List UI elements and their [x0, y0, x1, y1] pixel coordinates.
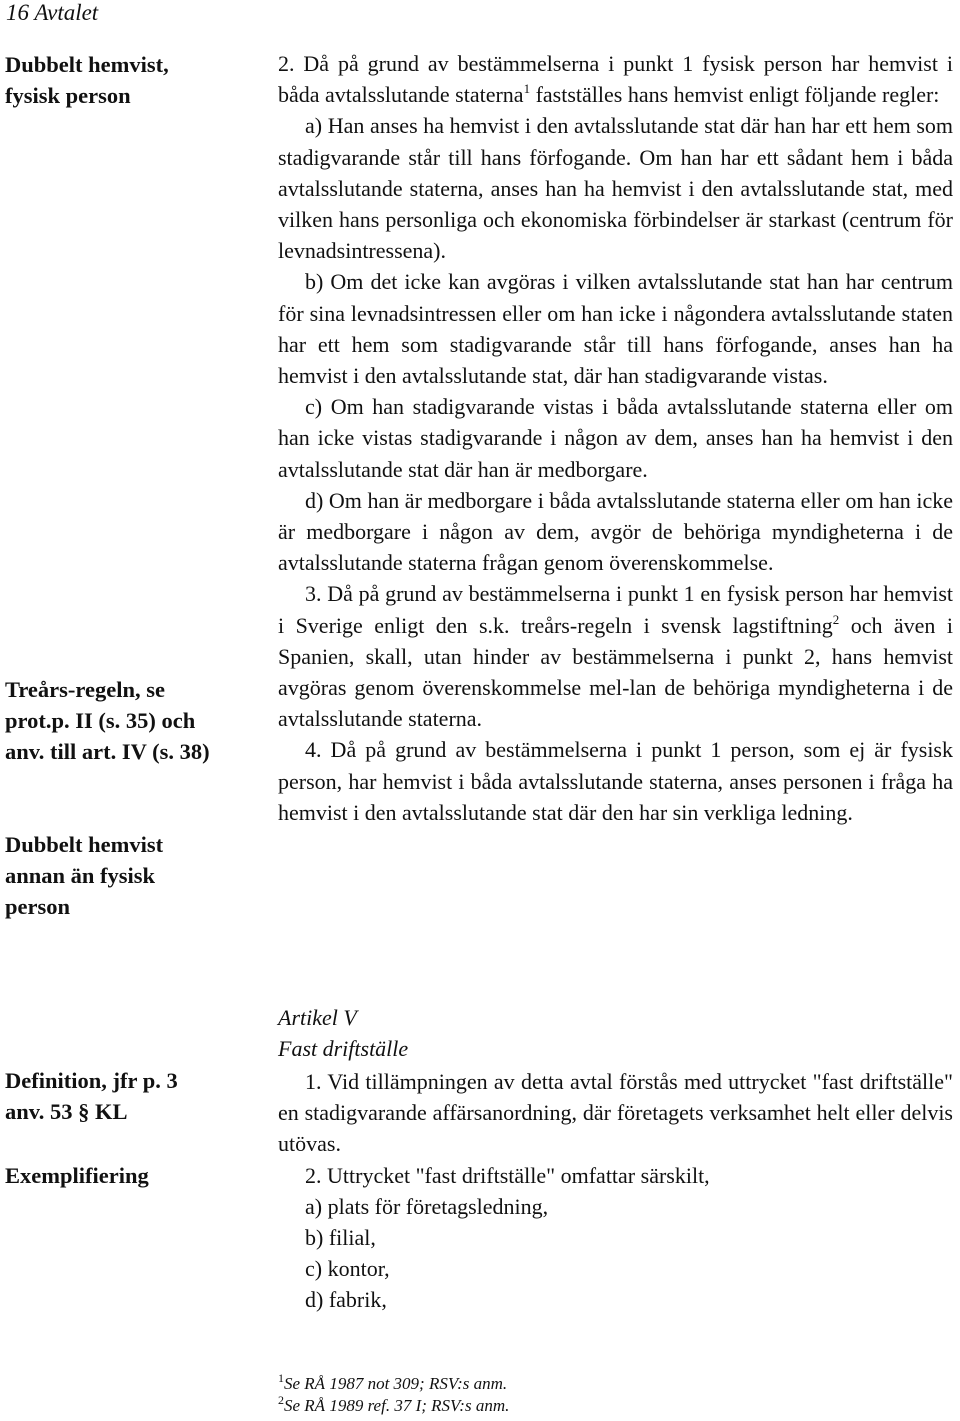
paragraph-4: 4. Då på grund av bestämmelserna i punkt 1 person, som ej är fysisk person, har hemvist i båda avtalsslutande staterna, anses personen i fråga ha hemvist i den avtalsslutande stat där den har sin verkliga ledning.	[278, 737, 953, 825]
margin-note-three-year-rule: Treårs-regeln, se prot.p. II (s. 35) och anv. till art. IV (s. 38)	[5, 677, 210, 764]
article-text	[278, 1066, 953, 1316]
footnote-1: $^1$Se RÅ 1987 not 309; RSV:s anm.	[278, 1371, 508, 1393]
paragraph-2: 2. Då på grund av bestämmelserna i punkt 1 fysisk person har hemvist i båda avtalsslutande staterna$^1$ fastställes hans hemvist enligt följande regler:	[278, 51, 953, 108]
paragraph-2d: d) Om han är medborgare i båda avtalsslutande staterna eller om han icke är medborgare i någon av dem, avgör de behöriga myndigheterna i de avtalsslutande staterna frågan genom överenskommelse.	[278, 487, 953, 576]
paragraph-2a: a) Han anses ha hemvist i den avtalsslutande stat där han har ett hem som stadigvarande står till hans förfogande. Om han har ett sådant hem i båda avtalsslutande staterna, anses han ha hemvist i den avtalsslutande stat, med vilken hans personliga och ekonomiska förbindelser är starkast (centrum för levnadsintressena).	[278, 113, 953, 264]
list-item: d) fabrik,	[305, 1287, 387, 1313]
main-text	[278, 48, 953, 828]
list-item: b) filial,	[305, 1225, 376, 1251]
article-title: Fast driftställe	[278, 1036, 409, 1061]
paragraph-2c: c) Om han stadigvarande vistas i båda avtalsslutande staterna eller om han icke vistas stadigvarande i någon av dem, anses han ha hemvist i den avtalsslutande stat där han är medborgare.	[278, 394, 953, 482]
margin-note-dual-residence: Dubbelt hemvist, fysisk person	[5, 52, 169, 108]
article-paragraph-1: 1. Vid tillämpningen av detta avtal förstås med uttrycket "fast driftställe" en stadigvarande affärsanordning, där företagets verksamhet helt eller delvis utövas.	[278, 1069, 953, 1157]
margin-note-exemplification: Exemplifiering	[5, 1163, 149, 1188]
paragraph-3: 3. Då på grund av bestämmelserna i punkt 1 en fysisk person har hemvist i Sverige enligt den s.k. treårs-regeln i svensk lagstiftning$^2$ och även i Spanien, skall, utan hinder av bestämmelserna i punkt 2, hans hemvist avgöras genom överenskommelse mel-lan de behöriga myndigheterna i de avtalsslutande staterna.	[278, 581, 953, 732]
footnotes	[278, 1373, 509, 1417]
footnote-ref-1: 1	[523, 81, 531, 97]
article-paragraph-2: 2. Uttrycket "fast driftställe" omfattar särskilt,	[305, 1162, 710, 1188]
list-item: c) kontor,	[305, 1256, 390, 1282]
margin-note-dual-residence-non-physical: Dubbelt hemvist annan än fysisk person	[5, 832, 164, 919]
margin-note-definition: Definition, jfr p. 3 anv. 53 § KL	[5, 1068, 178, 1124]
footnote-ref-2: 2	[832, 611, 840, 627]
paragraph-2b: b) Om det icke kan avgöras i vilken avtalsslutande stat han har centrum för sina levnadsintressen eller om han icke i någondera avtalsslutande staten har ett hem som stadigvarande står till hans förfogande, anses han ha hemvist i den avtalsslutande stat, där han stadigvarande vistas.	[278, 269, 953, 389]
page-header: 16 Avtalet	[6, 0, 99, 25]
article-number: Artikel V	[278, 1005, 357, 1030]
footnote-2: $^2$Se RÅ 1989 ref. 37 I; RSV:s anm.	[278, 1393, 510, 1415]
list-item: a) plats för företagsledning,	[305, 1193, 549, 1219]
